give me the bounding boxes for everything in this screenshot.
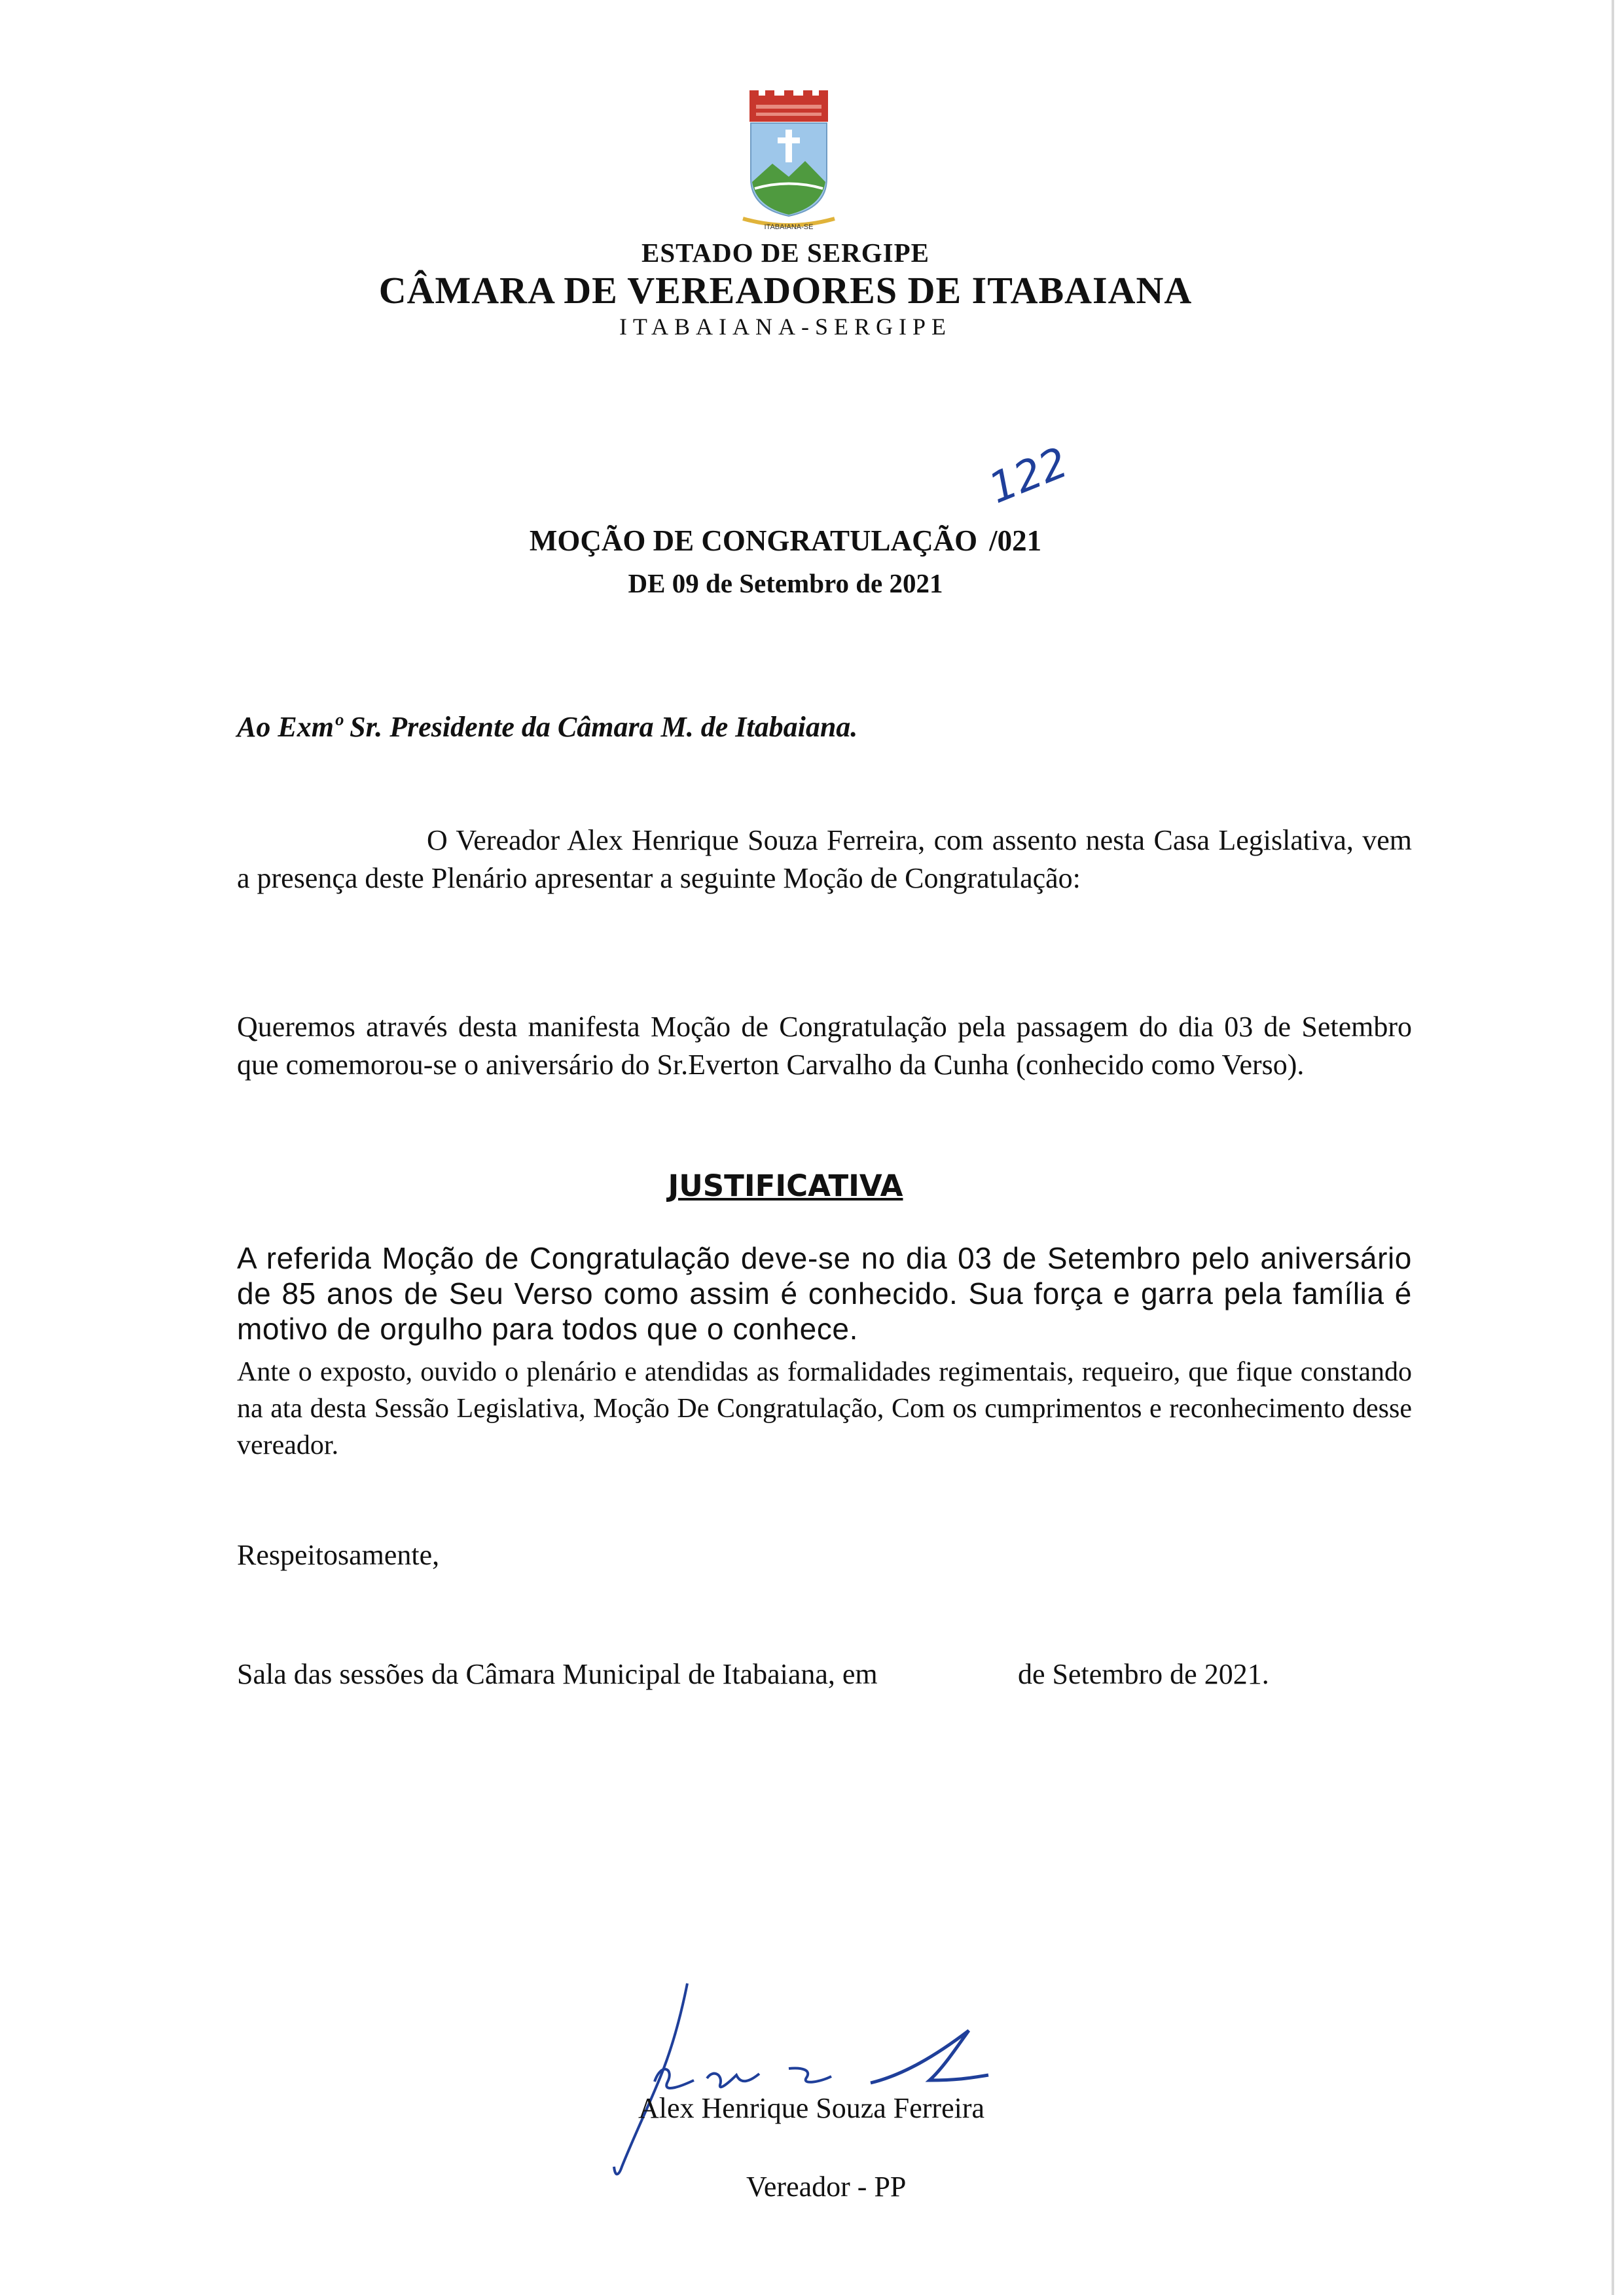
city-subheading: ITABAIANA-SERGIPE bbox=[619, 314, 952, 340]
session-date: de Setembro de 2021. bbox=[1018, 1658, 1269, 1690]
title-heading: MOÇÃO DE CONGRATULAÇÃO bbox=[529, 524, 978, 557]
crest-caption: ITABAIANA-SE bbox=[764, 223, 814, 231]
justification-paragraph: A referida Moção de Congratulação deve-se no dia 03 de Setembro pelo aniversário de 85 anos de Seu Verso como assim é conhecido. Sua força e garra pela família é motivo de orgulho para todos que o conhece. bbox=[237, 1241, 1412, 1346]
salutation: Ao Exmº Sr. Presidente da Câmara M. de Itabaiana. bbox=[237, 711, 858, 743]
motion-paragraph: Queremos através desta manifesta Moção de Congratulação pela passagem do dia 03 de Setembro que comemorou-se o aniversário do Sr.Everton Carvalho da Cunha (conhecido como Verso). bbox=[237, 1011, 1412, 1081]
coat-of-arms-icon bbox=[736, 90, 841, 231]
intro-paragraph: O Vereador Alex Henrique Souza Ferreira, com assento nesta Casa Legislativa, vem a presença deste Plenário apresentar a seguinte Moção de Congratulação: bbox=[237, 824, 1412, 894]
handwritten-protocol-number: 122 bbox=[982, 438, 1075, 514]
closing: Respeitosamente, bbox=[237, 1539, 440, 1571]
page-edge-shadow bbox=[1612, 0, 1614, 2295]
request-paragraph: Ante o exposto, ouvido o plenário e atendidas as formalidades regimentais, requeiro, que fique constando na ata desta Sessão Legislativa, Moção De Congratulação, Com os cumprimentos e reconhecimento desse vereador. bbox=[237, 1357, 1412, 1460]
state-heading: ESTADO DE SERGIPE bbox=[641, 238, 929, 268]
signer-name: Alex Henrique Souza Ferreira bbox=[638, 2092, 985, 2124]
session-room-line: Sala das sessões da Câmara Municipal de Itabaiana, em bbox=[237, 1658, 878, 1690]
document-date: DE 09 de Setembro de 2021 bbox=[628, 568, 943, 598]
signer-role: Vereador - PP bbox=[746, 2171, 907, 2203]
document-title bbox=[0, 524, 1571, 558]
chamber-heading: CÂMARA DE VEREADORES DE ITABAIANA bbox=[378, 269, 1193, 312]
title-number: /021 bbox=[989, 524, 1042, 557]
justification-heading: JUSTIFICATIVA bbox=[668, 1168, 903, 1203]
crest-crown bbox=[749, 90, 828, 122]
handwritten-signature bbox=[563, 1970, 1060, 2186]
